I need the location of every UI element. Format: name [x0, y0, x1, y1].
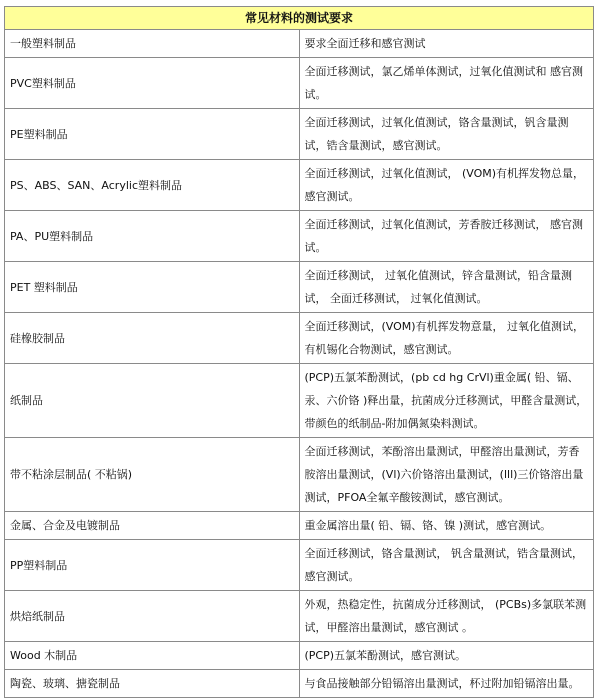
table-row: [5, 262, 594, 313]
material-category: PVC塑料制品: [5, 58, 300, 109]
table-row: [5, 540, 594, 591]
test-requirements: 要求全面迁移和感官测试: [299, 30, 594, 58]
table-row: [5, 109, 594, 160]
material-category: PA、PU塑料制品: [5, 211, 300, 262]
test-requirements: 重金属溶出量( 铅、镉、铬、镍 )测试，感官测试。: [299, 512, 594, 540]
material-category: PET 塑料制品: [5, 262, 300, 313]
material-category: 硅橡胶制品: [5, 313, 300, 364]
test-requirements: 全面迁移测试，过氧化值测试，芳香胺迁移测试， 感官测试。: [299, 211, 594, 262]
material-category: 纸制品: [5, 364, 300, 438]
test-requirements: 全面迁移测试，(VOM)有机挥发物意量， 过氧化值测试，有机锡化合物测试，感官测试。: [299, 313, 594, 364]
test-requirements-table: [4, 6, 594, 698]
table-row: [5, 642, 594, 670]
test-requirements: (PCP)五氯苯酚测试，感官测试。: [299, 642, 594, 670]
table-row: [5, 160, 594, 211]
table-row: [5, 364, 594, 438]
table-row: [5, 512, 594, 540]
table-row: [5, 30, 594, 58]
test-requirements: 与食品接触部分铅镉溶出量测试，杯过附加铅镉溶出量。: [299, 670, 594, 698]
test-requirements: 全面迁移测试，氯乙烯单体测试，过氧化值测试和 感官测试。: [299, 58, 594, 109]
table-row: [5, 438, 594, 512]
material-category: PP塑料制品: [5, 540, 300, 591]
table-row: [5, 313, 594, 364]
test-requirements: 全面迁移测试，过氧化值测试，铬含量测试，钒含量测试，锆含量测试，感官测试。: [299, 109, 594, 160]
material-category: Wood 木制品: [5, 642, 300, 670]
table-row: [5, 670, 594, 698]
material-category: PS、ABS、SAN、Acrylic塑料制品: [5, 160, 300, 211]
material-category: 陶瓷、玻璃、搪瓷制品: [5, 670, 300, 698]
table-row: [5, 591, 594, 642]
material-category: 一般塑料制品: [5, 30, 300, 58]
material-category: 带不粘涂层制品( 不粘锅): [5, 438, 300, 512]
table-title: 常见材料的测试要求: [5, 7, 594, 30]
test-requirements: 外观，热稳定性，抗菌成分迁移测试， (PCBs)多氯联苯测试，甲醛溶出量测试，感官测试 。: [299, 591, 594, 642]
table-row: [5, 211, 594, 262]
test-requirements: 全面迁移测试，过氧化值测试， (VOM)有机挥发物总量， 感官测试。: [299, 160, 594, 211]
test-requirements: 全面迁移测试，铬含量测试， 钒含量测试，锆含量测试，感官测试。: [299, 540, 594, 591]
test-requirements: (PCP)五氯苯酚测试，(pb cd hg CrVl)重金属( 铅、镉、汞、六价铬 )释出量，抗菌成分迁移测试，甲醛含量测试，带颜色的纸制品-附加偶氮染料测试。: [299, 364, 594, 438]
test-requirements: 全面迁移测试， 过氧化值测试，锌含量测试，铅含量测试， 全面迁移测试， 过氧化值测试。: [299, 262, 594, 313]
table-title-row: [5, 7, 594, 30]
test-requirements: 全面迁移测试，苯酚溶出量测试，甲醛溶出量测试，芳香胺溶出量测试，(Vl)六价铬溶出量测试，(lll)三价铬溶出量测试，PFOA全氟辛酸铵测试，感官测试。: [299, 438, 594, 512]
material-category: PE塑料制品: [5, 109, 300, 160]
table-row: [5, 58, 594, 109]
material-category: 金属、合金及电镀制品: [5, 512, 300, 540]
material-category: 烘焙纸制品: [5, 591, 300, 642]
